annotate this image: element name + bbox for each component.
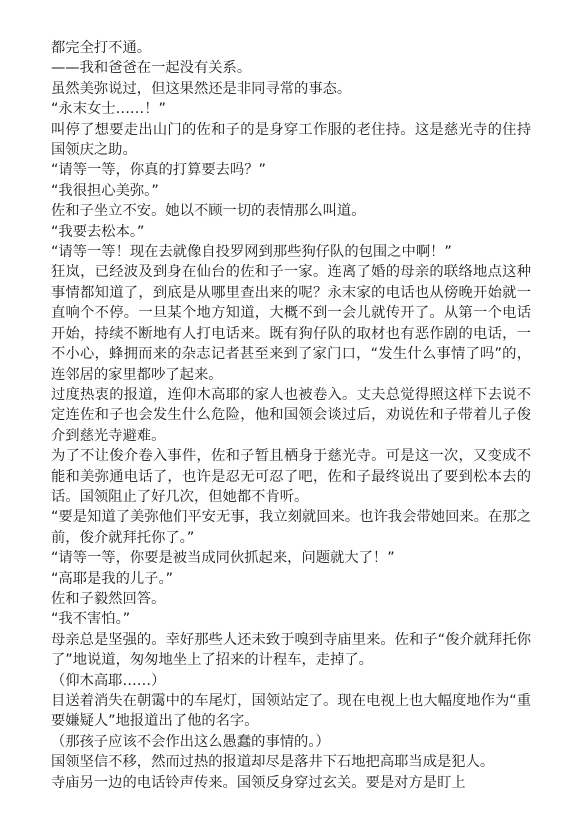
paragraph: 母亲总是坚强的。幸好那些人还未致于嗅到寺庙里来。佐和子“俊介就拜托你了”地说道，匆匆地坐上了招来的计程车，走掉了。 xyxy=(51,631,531,669)
paragraph: “高耶是我的儿子。” xyxy=(51,570,174,587)
paragraph: “我要去松本。” xyxy=(51,223,145,240)
paragraph: “请等一等，你真的打算要去吗？” xyxy=(51,162,266,179)
paragraph: 佐和子坐立不安。她以不顾一切的表情那么叫道。 xyxy=(51,203,366,220)
paragraph: 寺庙另一边的电话铃声传来。国领反身穿过玄关。要是对方是盯上 xyxy=(51,774,466,791)
paragraph: “请等一等！现在去就像自投罗网到那些狗仔队的包围之中啊！” xyxy=(51,244,452,261)
paragraph: 佐和子毅然回答。 xyxy=(51,590,166,607)
paragraph: 国领坚信不移，然而过热的报道却尽是落井下石地把高耶当成是犯人。 xyxy=(51,754,495,771)
paragraph: “永末女士……！” xyxy=(51,101,166,118)
paragraph: “请等一等，你要是被当成同伙抓起来，问题就大了！” xyxy=(51,550,395,567)
paragraph: （仰木高耶……） xyxy=(51,672,166,689)
paragraph: “要是知道了美弥他们平安无事，我立刻就回来。也许我会带她回来。在那之前，俊介就拜托你了。” xyxy=(51,509,531,546)
paragraph: 目送着消失在朝霭中的车尾灯，国领站定了。现在电视上也大幅度地作为“重要嫌疑人”地报道出了他的名字。 xyxy=(51,693,531,730)
paragraph: “我不害怕。” xyxy=(51,611,131,628)
document-body xyxy=(51,38,531,793)
paragraph: ——我和爸爸在一起没有关系。 xyxy=(51,60,252,77)
paragraph: 狂岚，已经波及到身在仙台的佐和子一家。连离了婚的母亲的联络地点这种事情都知道了，到底是从哪里查出来的呢？永末家的电话也从傍晚开始就一直响个不停。一旦某个地方知道，大概不到一会儿就传开了。从第一个电话开始，持续不断地有人打电话来。既有狗仔队的取材也有恶作剧的电话，一不小心，蜂拥而来的杂志记者甚至来到了家门口，“发生什么事情了吗”的，连邻居的家里都吵了起来。 xyxy=(51,264,531,383)
paragraph: 过度热衷的报道，连仰木高耶的家人也被卷入。丈夫总觉得照这样下去说不定连佐和子也会发生什么危险，他和国领会谈过后，劝说佐和子带着儿子俊介到慈光寺避难。 xyxy=(51,386,531,444)
paragraph: “我很担心美弥。” xyxy=(51,182,159,199)
paragraph: 叫停了想要走出山门的佐和子的是身穿工作服的老住持。这是慈光寺的住持国领庆之助。 xyxy=(51,121,531,159)
paragraph: 为了不让俊介卷入事件，佐和子暂且栖身于慈光寺。可是这一次，又变成不能和美弥通电话了，也许是忍无可忍了吧，佐和子最终说出了要到松本去的话。国领阻止了好几次，但她都不肯听。 xyxy=(51,448,531,505)
paragraph: 都完全打不通。 xyxy=(51,40,152,56)
paragraph: （那孩子应该不会作出这么愚蠢的事情的。） xyxy=(51,733,330,750)
paragraph: 虽然美弥说过，但这果然还是非同寻常的事态。 xyxy=(51,80,352,97)
